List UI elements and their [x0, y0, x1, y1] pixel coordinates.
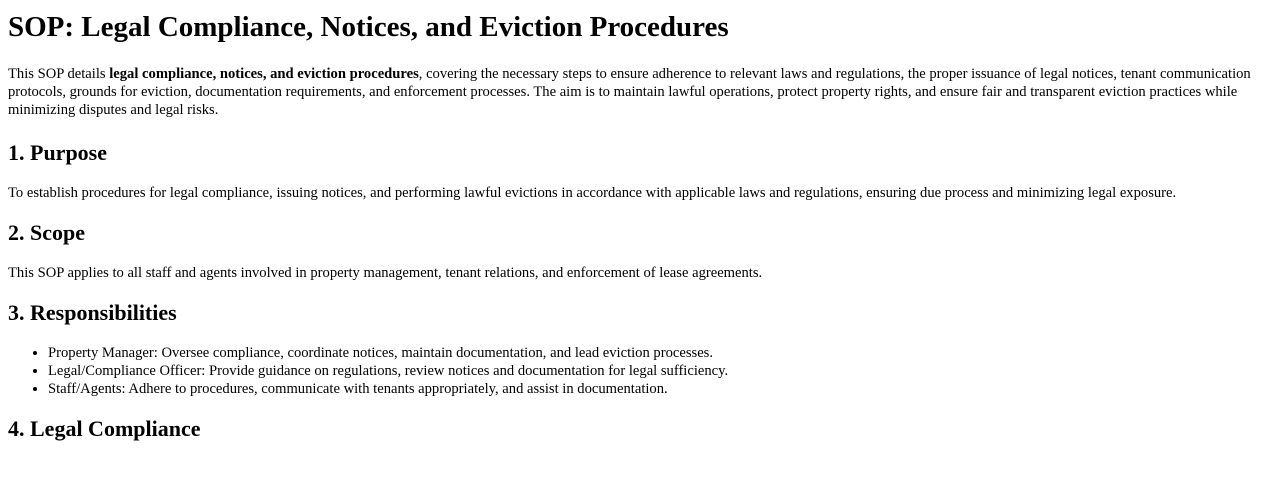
list-item: • Staff/Agents: Adhere to procedures, communicate with tenants appropriately, and assist in documentation. [48, 380, 1255, 398]
scope-text: This SOP applies to all staff and agents involved in property management, tenant relations, and enforcement of lease agreements. [8, 265, 763, 281]
list-item: • Legal/Compliance Officer: Provide guidance on regulations, review notices and documentation for legal sufficiency. [48, 362, 1255, 380]
list-item: • Property Manager: Oversee compliance, coordinate notices, maintain documentation, and lead eviction processes. [48, 344, 1255, 362]
page-title: SOP: Legal Compliance, Notices, and Eviction Procedures [8, 11, 729, 43]
scope-heading: 2. Scope [8, 220, 85, 245]
purpose-text: To establish procedures for legal compliance, issuing notices, and performing lawful evictions in accordance with applicable laws and regulations, ensuring due process and minimizing legal exposure. [8, 185, 1177, 201]
responsibilities-heading: 3. Responsibilities [8, 300, 177, 325]
intro-lead: This SOP details [8, 66, 110, 82]
intro-paragraph [8, 65, 1255, 119]
responsibilities-list [8, 344, 1255, 398]
legal-compliance-heading: 4. Legal Compliance [8, 416, 201, 441]
intro-rest: , covering the necessary steps to ensure adherence to relevant laws and regulations, the proper issuance of legal notices, tenant communication protocols, grounds for eviction, documentation requirements, and enforcement processes. The aim is to maintain lawful operations, protect property rights, and ensure fair and transparent eviction practices while minimizing disputes and legal risks. [8, 66, 1251, 118]
intro-bold: legal compliance, notices, and eviction procedures [109, 66, 419, 82]
purpose-heading: 1. Purpose [8, 140, 107, 165]
